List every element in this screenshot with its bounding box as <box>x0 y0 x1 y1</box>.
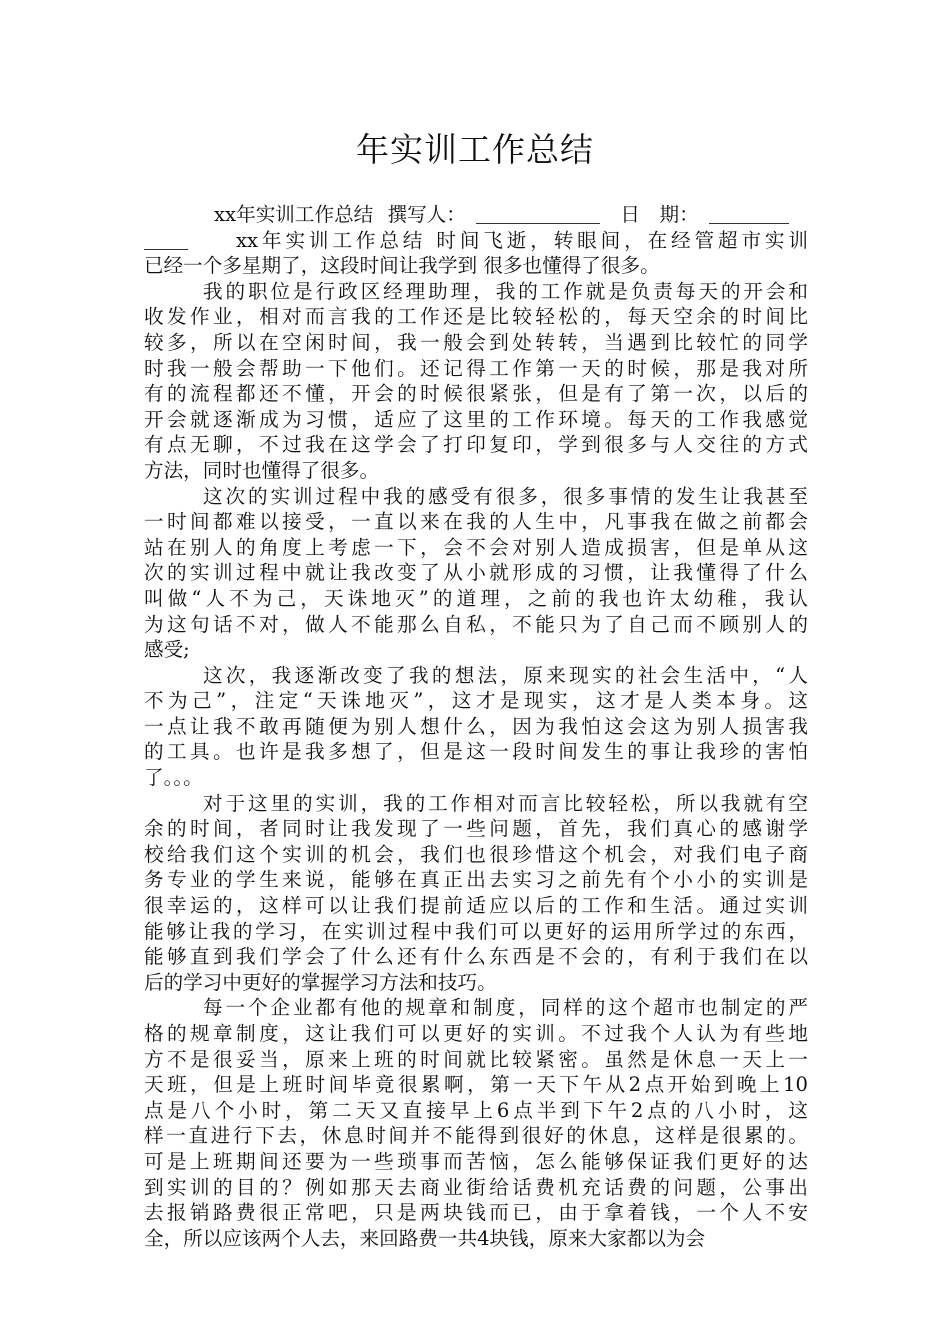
paragraph <box>144 995 808 1251</box>
paragraph-line: 收发作业，相对而言我的工作还是比较轻松的，每天空余的时间比 <box>144 305 808 329</box>
paragraph <box>144 791 808 996</box>
date-blank-continued <box>144 229 188 250</box>
paragraph-line: 方法，同时也懂得了很多。 <box>144 458 380 482</box>
paragraph <box>144 228 808 279</box>
paragraph-line: 一点让我不敢再随便为别人想什么，因为我怕这会这为别人损害我 <box>144 714 808 738</box>
paragraph-line: 较多，所以在空闲时间，我一般会到处转转，当遇到比较忙的同学 <box>144 330 808 354</box>
paragraph-line: 时我一般会帮助一下他们。还记得工作第一天的时候，那是我对所 <box>144 356 808 380</box>
document-title: 年实训工作总结 <box>356 130 594 169</box>
paragraph-line: 这次的实训过程中我的感受有很多，很多事情的发生让我甚至 <box>203 484 808 508</box>
paragraph-line: 叫做“人不为己，天诛地灭”的道理，之前的我也许太幼稚，我认 <box>144 586 808 610</box>
paragraph-line: 每一个企业都有他的规章和制度，同样的这个超市也制定的严 <box>203 996 808 1020</box>
paragraph-line: 次的实训过程中就让我改变了从小就形成的习惯，让我懂得了什么 <box>144 561 808 585</box>
paragraph <box>144 663 808 791</box>
paragraph-line: 的工具。也许是我多想了，但是这一段时间发生的事让我珍的害怕 <box>144 740 808 764</box>
paragraph-line: 务专业的学生来说，能够在真正出去实习之前先有个小小的实训是 <box>144 868 808 892</box>
paragraph-line: 样一直进行下去，休息时间并不能得到很好的休息，这样是很累的。 <box>144 1124 808 1148</box>
paragraph-line: 点是八个小时，第二天又直接早上6点半到下午2点的八小时，这 <box>144 1098 808 1122</box>
paragraph-line: 对于这里的实训，我的工作相对而言比较轻松，所以我就有空 <box>203 791 808 815</box>
paragraph-line: 格的规章制度，这让我们可以更好的实训。不过我个人认为有些地 <box>144 1022 808 1045</box>
paragraph-line: 为这句话不对，做人不能那么自私，不能只为了自己而不顾别人的 <box>144 612 808 636</box>
paragraph-line: 有的流程都还不懂，开会的时候很紧张，但是有了第一次，以后的 <box>144 382 808 406</box>
document-body <box>144 202 808 1251</box>
paragraph-line: 已经一个多星期了，这段时间让我学到 很多也懂得了很多。 <box>144 254 660 278</box>
paragraph-line: 天班，但是上班时间毕竟很累啊，第一天下午从2点开始到晚上10 <box>144 1073 808 1097</box>
date-label: 日 期： <box>620 203 699 226</box>
paragraph-line: xx年实训工作总结 时间飞逝，转眼间，在经管超市实训 <box>236 228 808 252</box>
header-line <box>144 202 808 228</box>
paragraph-line: 校给我们这个实训的机会，我们也很珍惜这个机会，对我们电子商 <box>144 842 808 866</box>
paragraph-line: 到实训的目的？例如那天去商业街给话费机充话费的问题，公事出 <box>144 1175 808 1199</box>
paragraph-line: 一时间都难以接受，一直以来在我的人生中，凡事我在做之前都会 <box>144 510 808 534</box>
paragraph-line: 能够让我的学习，在实训过程中我们可以更好的运用所学过的东西， <box>144 919 808 943</box>
paragraph-line: 全，所以应该两个人去，来回路费一共4块钱，原来大家都以为会 <box>144 1226 706 1250</box>
paragraph-line: 后的学习中更好的掌握学习方法和技巧。 <box>144 970 497 994</box>
paragraph-line: 站在别人的角度上考虑一下，会不会对别人造成损害，但是单从这 <box>144 535 808 559</box>
paragraphs <box>144 228 808 1252</box>
paragraph-line: 不为己”，注定“天诛地灭”，这才是现实，这才是人类本身。这 <box>144 689 808 713</box>
paragraph <box>144 484 808 663</box>
paragraph-line-wrapper <box>144 228 808 254</box>
paragraph <box>144 279 808 484</box>
paragraph-line: 可是上班期间还要为一些琐事而苦恼，怎么能够保证我们更好的达 <box>144 1149 808 1173</box>
paragraph-line: 能够直到我们学会了什么还有什么东西是不会的，有利于我们在以 <box>144 945 808 969</box>
author-blank <box>476 203 600 224</box>
paragraph-line: 这次，我逐渐改变了我的想法，原来现实的社会生活中，“人 <box>203 663 808 687</box>
paragraph-line: 去报销路费很正常吧，只是两块钱而已，由于拿着钱，一个人不安 <box>144 1201 808 1225</box>
paragraph-line: 感受; <box>144 638 190 662</box>
paragraph-line: 开会就逐渐成为习惯，适应了这里的工作环境。每天的工作我感觉 <box>144 407 808 431</box>
paragraph-line: 我的职位是行政区经理助理，我的工作就是负责每天的开会和 <box>203 279 808 303</box>
paragraph-line: 余的时间，者同时让我发现了一些问题，首先，我们真心的感谢学 <box>144 817 808 841</box>
header-doc-name: xx年实训工作总结 <box>214 203 374 226</box>
paragraph-line: 有点无聊，不过我在这学会了打印复印，学到很多与人交往的方式 <box>144 433 808 457</box>
paragraph-line: 方不是很妥当，原来上班的时间就比较紧密。虽然是休息一天上一 <box>144 1047 808 1071</box>
date-blank <box>709 203 789 224</box>
author-label: 撰写人： <box>387 203 466 226</box>
paragraph-line: 了。。。 <box>144 766 203 790</box>
paragraph-line: 很幸运的，这样可以让我们提前适应以后的工作和生活。通过实训 <box>144 894 808 918</box>
